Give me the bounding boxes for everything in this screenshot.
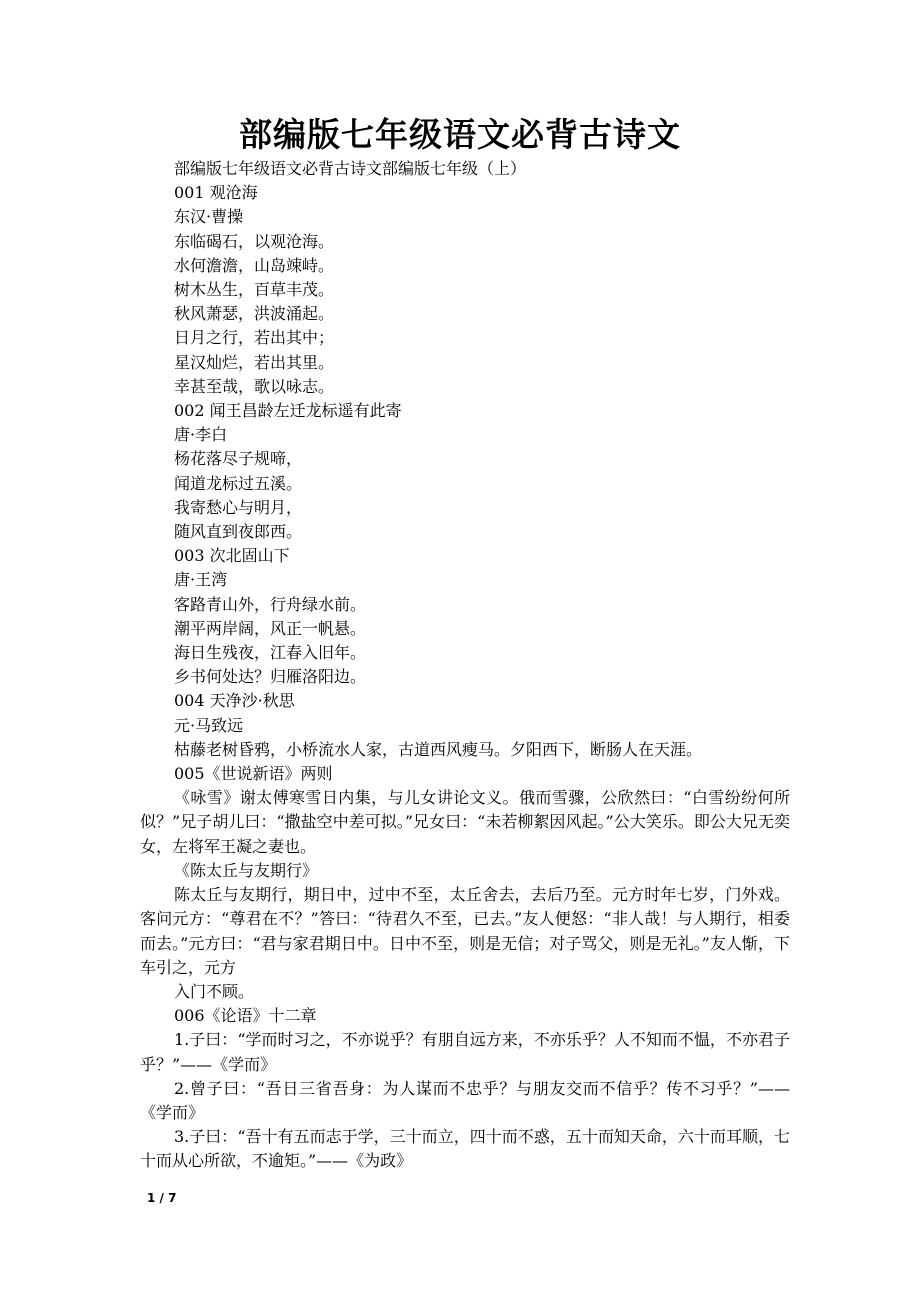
poem-heading: 001 观沧海 — [174, 183, 258, 203]
prose-paragraph: 2.曾子曰：“吾日三省吾身：为人谋而不忠乎？与朋友交而不信乎？传不习乎？”——《学而》 — [140, 1078, 790, 1122]
poem-line: 我寄愁心与明月， — [174, 497, 303, 517]
poem-line: 闻道龙标过五溪。 — [174, 473, 303, 493]
poem-author: 元·马致远 — [174, 715, 244, 735]
prose-paragraph: 3.子曰：“吾十有五而志于学，三十而立，四十而不惑，五十而知天命，六十而耳顺，七十而从心所欲，不逾矩。”——《为政》 — [140, 1127, 790, 1171]
poem-line: 树木丛生，百草丰茂。 — [174, 280, 335, 300]
poem-line: 秋风萧瑟，洪波涌起。 — [174, 304, 335, 324]
poem-heading: 006《论语》十二章 — [174, 1006, 317, 1026]
prose-paragraph: 《咏雪》谢太傅寒雪日内集，与儿女讲论文义。俄而雪骤，公欣然曰：“白雪纷纷何所似？”兄子胡儿曰：“撒盐空中差可拟。”兄女曰：“未若柳絮因风起。”公大笑乐。即公大兄无奕女，左将军王凝之妻也。 — [140, 788, 790, 856]
document-body — [140, 157, 790, 1174]
poem-line: 幸甚至哉，歌以咏志。 — [174, 376, 335, 396]
poem-author: 唐·李白 — [174, 425, 228, 445]
poem-line: 杨花落尽子规啼， — [174, 449, 303, 469]
poem-line: 潮平两岸阔，风正一帆悬。 — [174, 618, 367, 638]
prose-paragraph: 1.子曰：“学而时习之，不亦说乎？有朋自远方来，不亦乐乎？人不知而不愠，不亦君子乎？”——《学而》 — [140, 1030, 790, 1074]
poem-line: 日月之行，若出其中； — [174, 328, 335, 348]
poem-heading: 003 次北固山下 — [174, 546, 290, 566]
poem-line: 枯藤老树昏鸦，小桥流水人家，古道西风瘦马。夕阳西下，断肠人在天涯。 — [174, 739, 703, 759]
poem-heading: 004 天净沙·秋思 — [174, 691, 295, 711]
poem-line: 东临碣石，以观沧海。 — [174, 231, 335, 251]
poem-line: 星汉灿烂，若出其里。 — [174, 352, 335, 372]
poem-line: 水何澹澹，山岛竦峙。 — [174, 255, 335, 275]
poem-line: 客路青山外，行舟绿水前。 — [174, 594, 367, 614]
poem-heading: 005《世说新语》两则 — [174, 764, 333, 784]
page-number: 1 / 7 — [147, 1191, 177, 1205]
section-subheading: 《陈太丘与友期行》 — [174, 860, 319, 880]
poem-author: 唐·王湾 — [174, 570, 228, 590]
document-title: 部编版七年级语文必背古诗文 — [239, 115, 681, 154]
poem-heading: 002 闻王昌龄左迁龙标遥有此寄 — [174, 401, 402, 421]
poem-author: 东汉·曹操 — [174, 207, 244, 227]
text-line: 部编版七年级语文必背古诗文部编版七年级（上） — [174, 159, 527, 178]
poem-line: 随风直到夜郎西。 — [174, 522, 303, 542]
prose-paragraph: 陈太丘与友期行，期日中，过中不至，太丘舍去，去后乃至。元方时年七岁，门外戏。客问元方：“尊君在不？”答曰：“待君久不至，已去。”友人便怒：“非人哉！与人期行，相委而去。”元方曰：“君与家君期日中。日中不至，则是无信；对子骂父，则是无礼。”友人惭，下车引之，元方 — [140, 885, 790, 977]
poem-line: 海日生残夜，江春入旧年。 — [174, 643, 367, 663]
poem-line: 乡书何处达？归雁洛阳边。 — [174, 667, 367, 687]
text-line: 入门不顾。 — [174, 981, 255, 1001]
